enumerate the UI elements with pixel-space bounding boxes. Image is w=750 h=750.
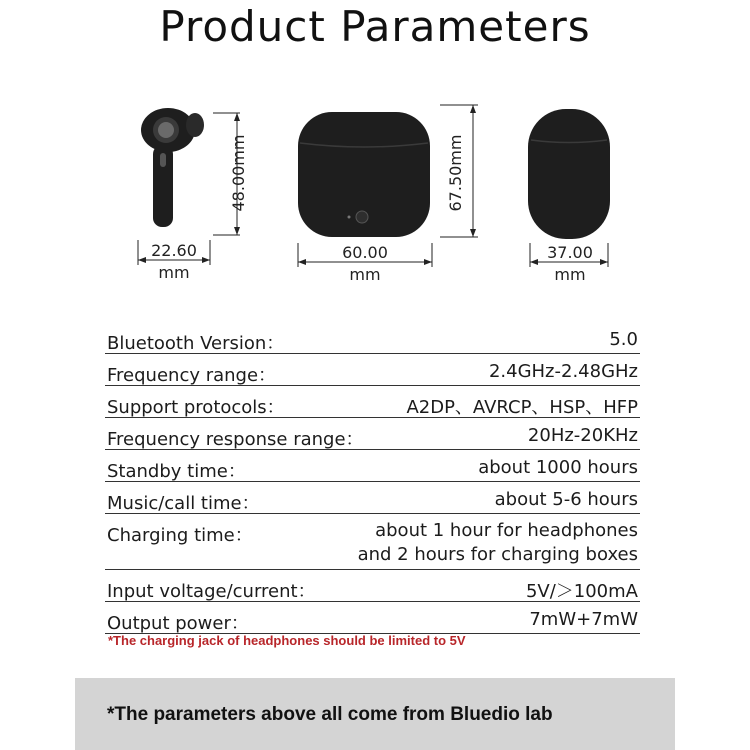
case-width-label: 60.00 — [342, 243, 388, 262]
spec-label: Standby time： — [107, 461, 246, 482]
spec-row-bluetooth — [105, 325, 640, 354]
spec-value-line: and 2 hours for charging boxes — [357, 544, 638, 565]
case-side-image — [528, 109, 610, 239]
spec-value: 20Hz-20KHz — [527, 425, 638, 446]
spec-value: about 1000 hours — [478, 457, 638, 478]
spec-row-charging — [105, 517, 640, 570]
spec-label: Input voltage/current： — [107, 581, 316, 602]
spec-table — [105, 325, 640, 637]
earbud-width-label: 22.60 — [151, 241, 197, 260]
case-depth-label: 37.00 — [547, 243, 593, 262]
spec-value: 5.0 — [609, 329, 638, 350]
case-depth-unit: mm — [554, 265, 586, 284]
case-height-label: 67.50mm — [446, 134, 465, 212]
spec-value: 2.4GHz-2.48GHz — [488, 361, 638, 382]
spec-label: Bluetooth Version： — [107, 333, 285, 354]
spec-row-standby — [105, 453, 640, 482]
case-width-unit: mm — [349, 265, 381, 284]
spec-value-line: about 1 hour for headphones — [375, 520, 638, 541]
spec-label: Music/call time： — [107, 493, 260, 514]
spec-label: Frequency range： — [107, 365, 277, 386]
spec-label: Frequency response range： — [107, 429, 364, 450]
warning-note: *The charging jack of headphones should be limited to 5V — [108, 633, 466, 648]
spec-row-protocols — [105, 389, 640, 418]
spec-row-response — [105, 421, 640, 450]
spec-value: 5V/＞100mA — [525, 581, 638, 602]
case-front-image — [298, 112, 430, 237]
spec-label: Charging time： — [107, 525, 253, 546]
earbud-height-label: 48.00mm — [229, 134, 248, 212]
spec-label: Output power： — [107, 613, 249, 634]
spec-value: A2DP、AVRCP、HSP、HFP — [406, 397, 638, 418]
earbud-image — [141, 108, 204, 227]
spec-label: Support protocols： — [107, 397, 285, 418]
footer-text: *The parameters above all come from Bluedio lab — [107, 704, 553, 725]
spec-row-music — [105, 485, 640, 514]
product-figures — [0, 95, 750, 295]
spec-value: about 5-6 hours — [494, 489, 638, 510]
spec-row-input — [105, 573, 640, 602]
page-title: Product Parameters — [159, 2, 591, 51]
spec-value: 7mW+7mW — [529, 609, 638, 630]
footer-banner — [75, 678, 675, 750]
earbud-width-unit: mm — [158, 263, 190, 282]
spec-row-frequency — [105, 357, 640, 386]
spec-row-output — [105, 605, 640, 634]
spec-value — [358, 519, 638, 567]
